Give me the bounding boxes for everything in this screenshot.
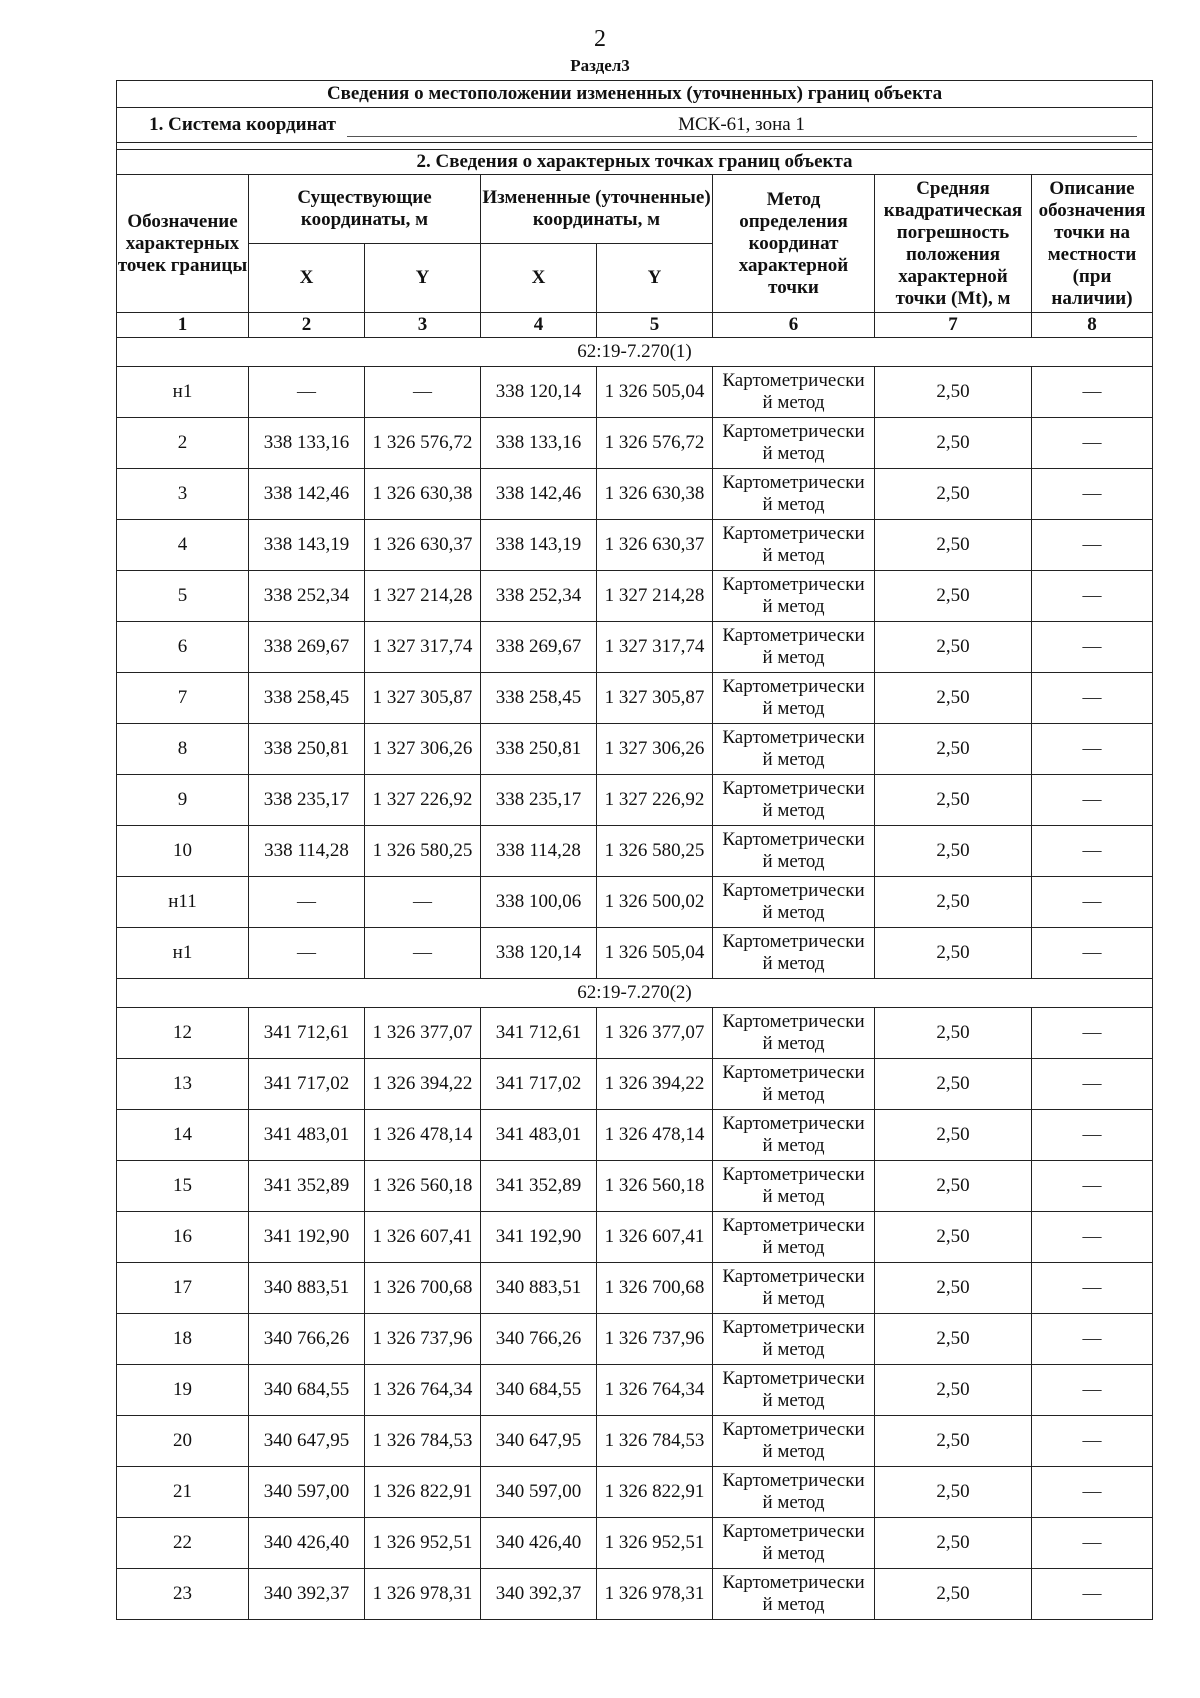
point-designation: 19 <box>117 1365 249 1416</box>
point-designation: 2 <box>117 418 249 469</box>
method-line: й метод <box>762 1084 825 1105</box>
existing-x: 340 766,26 <box>249 1314 365 1365</box>
column-number: 3 <box>365 313 481 338</box>
existing-x: 338 142,46 <box>249 469 365 520</box>
changed-x: 340 426,40 <box>481 1518 597 1569</box>
existing-y: 1 327 305,87 <box>365 673 481 724</box>
spacer-cell <box>117 143 1153 150</box>
table-row <box>117 1518 1153 1569</box>
header-error: Средняя квадратическая погрешность положения характерной точки (Mt), м <box>875 175 1032 313</box>
method-line: Картометрически <box>722 1011 865 1032</box>
section-title: Раздел3 <box>570 56 630 75</box>
error-mt: 2,50 <box>875 877 1032 928</box>
point-designation: н11 <box>117 877 249 928</box>
method-line: й метод <box>762 953 825 974</box>
parcel-group-label: 62:19-7.270(1) <box>117 338 1153 367</box>
existing-x: 341 192,90 <box>249 1212 365 1263</box>
changed-y: 1 326 737,96 <box>597 1314 713 1365</box>
error-mt: 2,50 <box>875 724 1032 775</box>
existing-x: 338 269,67 <box>249 622 365 673</box>
point-designation: 18 <box>117 1314 249 1365</box>
method-line: й метод <box>762 851 825 872</box>
point-designation: 15 <box>117 1161 249 1212</box>
method-line: Картометрически <box>722 880 865 901</box>
changed-y: 1 326 764,34 <box>597 1365 713 1416</box>
changed-x: 341 352,89 <box>481 1161 597 1212</box>
method-cell <box>713 571 875 622</box>
point-designation: 22 <box>117 1518 249 1569</box>
changed-y: 1 326 630,38 <box>597 469 713 520</box>
point-description: — <box>1032 367 1153 418</box>
method-line: Картометрически <box>722 370 865 391</box>
changed-x: 340 392,37 <box>481 1569 597 1620</box>
point-designation: н1 <box>117 367 249 418</box>
table-row <box>117 673 1153 724</box>
point-description: — <box>1032 1467 1153 1518</box>
error-mt: 2,50 <box>875 1110 1032 1161</box>
point-designation: 13 <box>117 1059 249 1110</box>
method-line: й метод <box>762 698 825 719</box>
error-mt: 2,50 <box>875 622 1032 673</box>
header-method: Метод определения координат характерной точки <box>713 175 875 313</box>
method-line: Картометрически <box>722 1368 865 1389</box>
existing-y: 1 326 700,68 <box>365 1263 481 1314</box>
point-description: — <box>1032 1059 1153 1110</box>
point-designation: 5 <box>117 571 249 622</box>
method-line: Картометрически <box>722 625 865 646</box>
existing-x: 340 597,00 <box>249 1467 365 1518</box>
existing-x: 341 483,01 <box>249 1110 365 1161</box>
parcel-group-label: 62:19-7.270(2) <box>117 979 1153 1008</box>
page-number: 2 <box>594 26 606 52</box>
existing-x: 338 250,81 <box>249 724 365 775</box>
method-cell <box>713 1008 875 1059</box>
existing-x: 340 426,40 <box>249 1518 365 1569</box>
changed-y: 1 326 607,41 <box>597 1212 713 1263</box>
existing-x: 338 133,16 <box>249 418 365 469</box>
error-mt: 2,50 <box>875 1416 1032 1467</box>
method-cell <box>713 826 875 877</box>
column-number: 4 <box>481 313 597 338</box>
existing-y: 1 326 630,38 <box>365 469 481 520</box>
existing-y: 1 327 226,92 <box>365 775 481 826</box>
error-mt: 2,50 <box>875 673 1032 724</box>
changed-x: 338 143,19 <box>481 520 597 571</box>
changed-x: 341 483,01 <box>481 1110 597 1161</box>
error-mt: 2,50 <box>875 1008 1032 1059</box>
method-line: Картометрически <box>722 1113 865 1134</box>
changed-x: 341 717,02 <box>481 1059 597 1110</box>
error-mt: 2,50 <box>875 1059 1032 1110</box>
method-cell <box>713 469 875 520</box>
table-row <box>117 826 1153 877</box>
method-cell <box>713 877 875 928</box>
method-line: й метод <box>762 1339 825 1360</box>
method-line: Картометрически <box>722 1266 865 1287</box>
method-line: Картометрически <box>722 676 865 697</box>
existing-x: 340 392,37 <box>249 1569 365 1620</box>
coordinate-system-row <box>117 108 1153 143</box>
table-row <box>117 571 1153 622</box>
error-mt: 2,50 <box>875 367 1032 418</box>
method-cell <box>713 1314 875 1365</box>
method-line: й метод <box>762 1288 825 1309</box>
table-row <box>117 418 1153 469</box>
existing-x: 341 352,89 <box>249 1161 365 1212</box>
point-description: — <box>1032 928 1153 979</box>
changed-y: 1 326 560,18 <box>597 1161 713 1212</box>
method-line: Картометрически <box>722 1419 865 1440</box>
method-cell <box>713 622 875 673</box>
method-line: Картометрически <box>722 1062 865 1083</box>
method-line: й метод <box>762 392 825 413</box>
point-designation: 9 <box>117 775 249 826</box>
table-row <box>117 622 1153 673</box>
point-designation: 23 <box>117 1569 249 1620</box>
error-mt: 2,50 <box>875 1263 1032 1314</box>
method-cell <box>713 928 875 979</box>
table-row <box>117 928 1153 979</box>
method-line: й метод <box>762 1441 825 1462</box>
point-designation: 4 <box>117 520 249 571</box>
method-cell <box>713 1365 875 1416</box>
method-cell <box>713 367 875 418</box>
error-mt: 2,50 <box>875 571 1032 622</box>
header-existing-x: X <box>249 244 365 313</box>
coordinate-system-value: МСК-61, зона 1 <box>347 114 1137 137</box>
header-description: Описание обозначения точки на местности (при наличии) <box>1032 175 1153 313</box>
method-cell <box>713 724 875 775</box>
error-mt: 2,50 <box>875 1518 1032 1569</box>
existing-x: 338 235,17 <box>249 775 365 826</box>
changed-y: 1 327 317,74 <box>597 622 713 673</box>
method-line: Картометрически <box>722 727 865 748</box>
changed-x: 341 192,90 <box>481 1212 597 1263</box>
table-row <box>117 1212 1153 1263</box>
error-mt: 2,50 <box>875 520 1032 571</box>
column-number: 8 <box>1032 313 1153 338</box>
point-description: — <box>1032 469 1153 520</box>
changed-x: 338 252,34 <box>481 571 597 622</box>
column-number: 6 <box>713 313 875 338</box>
method-line: й метод <box>762 1390 825 1411</box>
point-description: — <box>1032 622 1153 673</box>
changed-y: 1 327 226,92 <box>597 775 713 826</box>
method-line: й метод <box>762 545 825 566</box>
changed-x: 338 258,45 <box>481 673 597 724</box>
changed-x: 338 120,14 <box>481 367 597 418</box>
changed-x: 338 114,28 <box>481 826 597 877</box>
table-row <box>117 1467 1153 1518</box>
existing-x: 338 143,19 <box>249 520 365 571</box>
header-changed-x: X <box>481 244 597 313</box>
method-line: й метод <box>762 749 825 770</box>
method-line: Картометрически <box>722 1572 865 1593</box>
existing-y: 1 326 607,41 <box>365 1212 481 1263</box>
existing-y: 1 326 737,96 <box>365 1314 481 1365</box>
changed-y: 1 326 822,91 <box>597 1467 713 1518</box>
error-mt: 2,50 <box>875 418 1032 469</box>
existing-x: — <box>249 877 365 928</box>
changed-y: 1 326 952,51 <box>597 1518 713 1569</box>
method-cell <box>713 1416 875 1467</box>
table-row <box>117 1161 1153 1212</box>
table-row <box>117 367 1153 418</box>
existing-y: — <box>365 877 481 928</box>
existing-y: 1 327 214,28 <box>365 571 481 622</box>
point-description: — <box>1032 826 1153 877</box>
header-existing-coordinates: Существующие координаты, м <box>249 175 481 244</box>
table-row <box>117 1059 1153 1110</box>
point-designation: 16 <box>117 1212 249 1263</box>
error-mt: 2,50 <box>875 1365 1032 1416</box>
existing-x: 338 258,45 <box>249 673 365 724</box>
header-existing-y: Y <box>365 244 481 313</box>
existing-y: 1 326 377,07 <box>365 1008 481 1059</box>
method-cell <box>713 1263 875 1314</box>
changed-x: 340 766,26 <box>481 1314 597 1365</box>
column-number: 7 <box>875 313 1032 338</box>
changed-x: 338 250,81 <box>481 724 597 775</box>
point-designation: 14 <box>117 1110 249 1161</box>
method-line: й метод <box>762 1543 825 1564</box>
existing-y: 1 326 580,25 <box>365 826 481 877</box>
method-line: Картометрически <box>722 1521 865 1542</box>
point-designation: 20 <box>117 1416 249 1467</box>
existing-x: 340 883,51 <box>249 1263 365 1314</box>
changed-y: 1 326 505,04 <box>597 367 713 418</box>
table-row <box>117 877 1153 928</box>
existing-x: 338 252,34 <box>249 571 365 622</box>
method-line: й метод <box>762 1135 825 1156</box>
existing-y: — <box>365 367 481 418</box>
method-line: Картометрически <box>722 1317 865 1338</box>
changed-y: 1 326 630,37 <box>597 520 713 571</box>
changed-y: 1 327 305,87 <box>597 673 713 724</box>
existing-y: 1 326 978,31 <box>365 1569 481 1620</box>
column-number: 2 <box>249 313 365 338</box>
changed-x: 338 100,06 <box>481 877 597 928</box>
point-designation: 6 <box>117 622 249 673</box>
existing-x: 338 114,28 <box>249 826 365 877</box>
existing-y: 1 327 306,26 <box>365 724 481 775</box>
existing-y: — <box>365 928 481 979</box>
changed-x: 338 235,17 <box>481 775 597 826</box>
method-line: й метод <box>762 1033 825 1054</box>
table-row <box>117 1416 1153 1467</box>
method-line: й метод <box>762 1594 825 1615</box>
method-line: й метод <box>762 494 825 515</box>
error-mt: 2,50 <box>875 775 1032 826</box>
changed-x: 340 883,51 <box>481 1263 597 1314</box>
method-cell <box>713 1518 875 1569</box>
changed-y: 1 326 784,53 <box>597 1416 713 1467</box>
table-row <box>117 469 1153 520</box>
method-line: Картометрически <box>722 574 865 595</box>
changed-y: 1 327 214,28 <box>597 571 713 622</box>
method-cell <box>713 418 875 469</box>
existing-y: 1 326 478,14 <box>365 1110 481 1161</box>
existing-x: 341 717,02 <box>249 1059 365 1110</box>
changed-x: 341 712,61 <box>481 1008 597 1059</box>
header-changed-coordinates: Измененные (уточненные) координаты, м <box>481 175 713 244</box>
method-line: й метод <box>762 443 825 464</box>
method-line: Картометрически <box>722 523 865 544</box>
existing-x: 341 712,61 <box>249 1008 365 1059</box>
point-description: — <box>1032 1008 1153 1059</box>
point-designation: н1 <box>117 928 249 979</box>
existing-y: 1 326 576,72 <box>365 418 481 469</box>
error-mt: 2,50 <box>875 1569 1032 1620</box>
method-line: Картометрически <box>722 472 865 493</box>
changed-x: 340 597,00 <box>481 1467 597 1518</box>
method-line: й метод <box>762 1237 825 1258</box>
method-cell <box>713 520 875 571</box>
point-description: — <box>1032 1416 1153 1467</box>
parcel-group-row <box>117 338 1153 367</box>
error-mt: 2,50 <box>875 1212 1032 1263</box>
boundary-points-table <box>116 80 1153 1620</box>
existing-y: 1 326 764,34 <box>365 1365 481 1416</box>
column-number: 5 <box>597 313 713 338</box>
method-cell <box>713 1212 875 1263</box>
point-designation: 7 <box>117 673 249 724</box>
changed-x: 338 269,67 <box>481 622 597 673</box>
changed-y: 1 326 580,25 <box>597 826 713 877</box>
header-changed-y: Y <box>597 244 713 313</box>
method-line: Картометрически <box>722 1164 865 1185</box>
point-designation: 21 <box>117 1467 249 1518</box>
table-row <box>117 1569 1153 1620</box>
method-line: Картометрически <box>722 1215 865 1236</box>
point-designation: 12 <box>117 1008 249 1059</box>
method-cell <box>713 1161 875 1212</box>
point-description: — <box>1032 877 1153 928</box>
point-description: — <box>1032 1212 1153 1263</box>
error-mt: 2,50 <box>875 928 1032 979</box>
point-description: — <box>1032 1110 1153 1161</box>
table-row <box>117 1008 1153 1059</box>
point-description: — <box>1032 775 1153 826</box>
existing-x: 340 684,55 <box>249 1365 365 1416</box>
point-description: — <box>1032 571 1153 622</box>
changed-y: 1 326 478,14 <box>597 1110 713 1161</box>
changed-y: 1 326 377,07 <box>597 1008 713 1059</box>
parcel-group-row <box>117 979 1153 1008</box>
point-description: — <box>1032 520 1153 571</box>
error-mt: 2,50 <box>875 1161 1032 1212</box>
points-section-title: 2. Сведения о характерных точках границ объекта <box>117 150 1153 175</box>
point-designation: 8 <box>117 724 249 775</box>
table-row <box>117 1263 1153 1314</box>
method-line: Картометрически <box>722 778 865 799</box>
point-description: — <box>1032 673 1153 724</box>
changed-x: 338 120,14 <box>481 928 597 979</box>
column-number: 1 <box>117 313 249 338</box>
table-row <box>117 520 1153 571</box>
changed-y: 1 326 394,22 <box>597 1059 713 1110</box>
changed-y: 1 326 700,68 <box>597 1263 713 1314</box>
method-line: й метод <box>762 1186 825 1207</box>
table-row <box>117 775 1153 826</box>
existing-x: 340 647,95 <box>249 1416 365 1467</box>
method-line: й метод <box>762 1492 825 1513</box>
changed-y: 1 326 978,31 <box>597 1569 713 1620</box>
existing-y: 1 327 317,74 <box>365 622 481 673</box>
existing-y: 1 326 630,37 <box>365 520 481 571</box>
table-row <box>117 1365 1153 1416</box>
point-description: — <box>1032 1569 1153 1620</box>
point-description: — <box>1032 1314 1153 1365</box>
existing-y: 1 326 560,18 <box>365 1161 481 1212</box>
table-row <box>117 1314 1153 1365</box>
method-cell <box>713 1467 875 1518</box>
changed-x: 340 684,55 <box>481 1365 597 1416</box>
error-mt: 2,50 <box>875 1314 1032 1365</box>
existing-y: 1 326 822,91 <box>365 1467 481 1518</box>
point-designation: 17 <box>117 1263 249 1314</box>
method-line: Картометрически <box>722 931 865 952</box>
method-line: Картометрически <box>722 1470 865 1491</box>
existing-y: 1 326 394,22 <box>365 1059 481 1110</box>
method-line: й метод <box>762 596 825 617</box>
changed-x: 340 647,95 <box>481 1416 597 1467</box>
header-designation: Обозначение характерных точек границы <box>117 175 249 313</box>
error-mt: 2,50 <box>875 469 1032 520</box>
point-description: — <box>1032 418 1153 469</box>
changed-y: 1 326 576,72 <box>597 418 713 469</box>
point-designation: 3 <box>117 469 249 520</box>
existing-x: — <box>249 367 365 418</box>
method-cell <box>713 1569 875 1620</box>
method-line: й метод <box>762 647 825 668</box>
point-description: — <box>1032 1263 1153 1314</box>
table-row <box>117 724 1153 775</box>
changed-x: 338 142,46 <box>481 469 597 520</box>
point-description: — <box>1032 1161 1153 1212</box>
table-title: Сведения о местоположении измененных (уточненных) границ объекта <box>117 81 1153 108</box>
changed-y: 1 326 505,04 <box>597 928 713 979</box>
changed-y: 1 327 306,26 <box>597 724 713 775</box>
changed-y: 1 326 500,02 <box>597 877 713 928</box>
method-line: Картометрически <box>722 421 865 442</box>
point-designation: 10 <box>117 826 249 877</box>
point-description: — <box>1032 724 1153 775</box>
existing-x: — <box>249 928 365 979</box>
point-description: — <box>1032 1518 1153 1569</box>
method-line: й метод <box>762 902 825 923</box>
error-mt: 2,50 <box>875 826 1032 877</box>
method-cell <box>713 1059 875 1110</box>
changed-x: 338 133,16 <box>481 418 597 469</box>
method-cell <box>713 775 875 826</box>
table-row <box>117 1110 1153 1161</box>
coordinate-system-label: 1. Система координат <box>149 113 336 135</box>
method-line: й метод <box>762 800 825 821</box>
method-line: Картометрически <box>722 829 865 850</box>
existing-y: 1 326 784,53 <box>365 1416 481 1467</box>
existing-y: 1 326 952,51 <box>365 1518 481 1569</box>
method-cell <box>713 1110 875 1161</box>
point-description: — <box>1032 1365 1153 1416</box>
method-cell <box>713 673 875 724</box>
error-mt: 2,50 <box>875 1467 1032 1518</box>
